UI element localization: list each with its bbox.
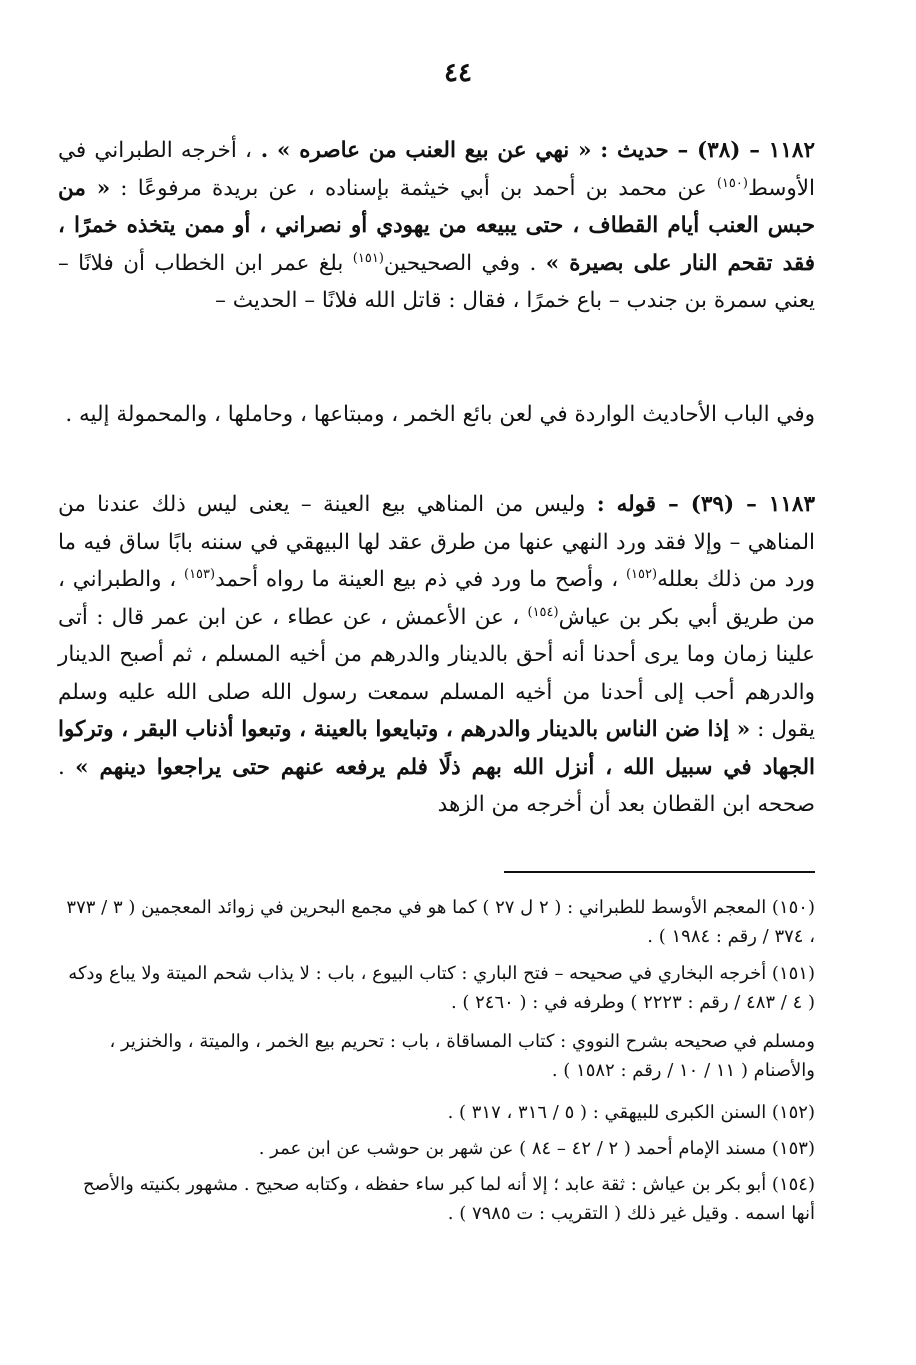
footnote-ref-151: (١٥١) <box>352 250 384 266</box>
footnote-152: (١٥٢) السنن الكبرى للبيهقي : ( ٥ / ٣١٦ ، ٣١٧ ) . <box>447 1102 815 1123</box>
hadith-text-1182: « من حبس العنب أيام القطاف ، حتى يبيعه من يهودي أو نصراني ، أو ممن يتخذه خمرًا ، فقد تقحم النار على بصيرة » <box>58 175 816 276</box>
hadith-heading-1182: ١١٨٢ – (٣٨) – حديث : « نهي عن بيع العنب من عاصره » . <box>251 138 815 163</box>
footnote-151: (١٥١) أخرجه البخاري في صحيحه – فتح الباري : كتاب البيوع ، باب : لا يذاب شحم الميتة ولا يباع ودكه ( ٤ / ٤٨٣ / رقم : ٢٢٢٣ ) وطرفه في : ( ٢٤٦٠ ) . <box>68 963 815 1013</box>
footnote-ref-153: (١٥٣) <box>184 566 216 582</box>
footnote-154: (١٥٤) أبو بكر بن عياش : ثقة عابد ؛ إلا أنه لما كبر ساء حفظه ، وكتابه صحيح . مشهور بكنيته والأصح أنها اسمه . وقيل غير ذلك ( التقريب : ت ٧٩٨٥ ) . <box>83 1174 815 1224</box>
hadith-text-1183: « إذا ضن الناس بالدينار والدرهم ، وتبايعوا بالعينة ، وتبعوا أذناب البقر ، وتركوا الجهاد في سبيل الله ، أنزل الله بهم ذلًا فلم يرفعه عنهم حتى يراجعوا دينهم » <box>58 717 816 780</box>
footnote-ref-150: (١٥٠) <box>716 175 748 191</box>
footnote-150: (١٥٠) المعجم الأوسط للطبراني : ( ٢ ل ٢٧ ) كما هو في مجمع البحرين في زوائد المعجمين ( ٣ / ٣٧٣ ، ٣٧٤ / رقم : ١٩٨٤ ) . <box>66 897 815 947</box>
footnote-separator <box>504 871 815 873</box>
footnote-ref-154: (١٥٤) <box>527 604 559 620</box>
paragraph-1182: ١١٨٢ – (٣٨) – حديث : « نهي عن بيع العنب من عاصره » . ، أخرجه الطبراني في الأوسط$^{(١٥٠)}$ عن محمد بن أحمد بن أبي خيثمة بإسناده ، عن بريدة مرفوعًا : « من حبس العنب أيام القطاف ، حتى يبيعه من يهودي أو نصراني ، أو ممن يتخذه خمرًا ، فقد تقحم النار على بصيرة » . وفي الصحيحين$^{(١٥١)}$ بلغ عمر ابن الخطاب أن فلانًا – يعني سمرة بن جندب – باع خمرًا ، فقال : قاتل الله فلانًا – الحديث – <box>58 138 816 313</box>
page-number: ٤٤ <box>444 58 472 88</box>
footnote-ref-152: (١٥٢) <box>625 566 658 582</box>
paragraph-related: وفي الباب الأحاديث الواردة في لعن بائع الخمر ، ومبتاعها ، وحاملها ، والمحمولة إليه . <box>65 402 815 427</box>
footnote-151-continued: ومسلم في صحيحه بشرح النووي : كتاب المساقاة ، باب : تحريم بيع الخمر ، والميتة ، والخنزير ، والأصنام ( ١١ / ١٠ / رقم : ١٥٨٢ ) . <box>109 1031 815 1081</box>
hadith-heading-1183: ١١٨٣ – (٣٩) – قوله : <box>596 492 815 517</box>
footnote-153: (١٥٣) مسند الإمام أحمد ( ٢ / ٤٢ – ٨٤ ) عن شهر بن حوشب عن ابن عمر . <box>258 1138 815 1159</box>
paragraph-1183: ١١٨٣ – (٣٩) – قوله : وليس من المناهي بيع العينة – يعنى ليس ذلك عندنا من المناهي – وإلا فقد ورد النهي عنها من طرق عقد لها البيهقي في سننه بابًا ساق فيه ما ورد من ذلك بعلله$^{(١٥٢)}$ ، وأصح ما ورد في ذم بيع العينة ما رواه أحمد$^{(١٥٣)}$ ، والطبراني ، من طريق أبي بكر بن عياش$^{(١٥٤)}$ ، عن الأعمش ، عن عطاء ، عن ابن عمر قال : أتى علينا زمان وما يرى أحدنا أنه أحق بالدينار والدرهم من أخيه المسلم ، ثم أصبح الدينار والدرهم أحب إلى أحدنا من أخيه المسلم سمعت رسول الله صلى الله عليه وسلم يقول : « إذا ضن الناس بالدينار والدرهم ، وتبايعوا بالعينة ، وتبعوا أذناب البقر ، وتركوا الجهاد في سبيل الله ، أنزل الله بهم ذلًا فلم يرفعه عنهم حتى يراجعوا دينهم » . صححه ابن القطان بعد أن أخرجه من الزهد <box>58 492 816 817</box>
